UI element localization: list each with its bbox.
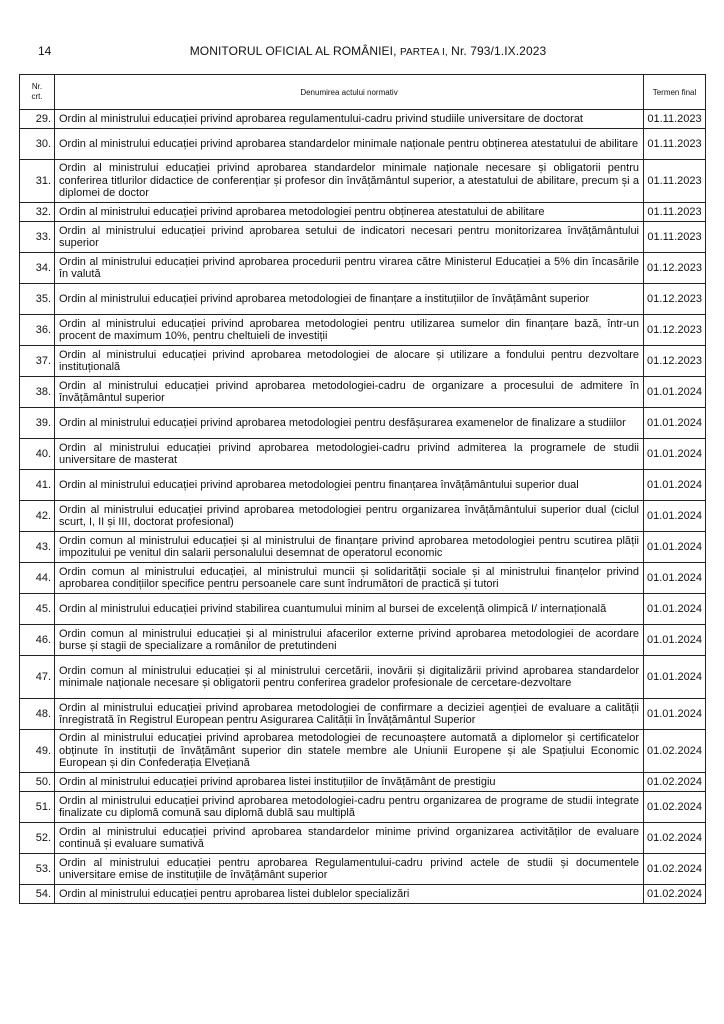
table-row [20, 408, 706, 439]
act-name: Ordin al ministrului educației privind aprobarea metodologiei de finanțare a instituțiilor de învățământ superior [55, 284, 644, 315]
act-name: Ordin al ministrului educației privind aprobarea metodologiei-cadru privind admiterea la programele de studii universitare de masterat [55, 439, 644, 470]
table-row [20, 203, 706, 222]
act-name: Ordin al ministrului educației privind aprobarea listei instituțiilor de învățământ de prestigiu [55, 773, 644, 792]
row-number: 36. [20, 315, 55, 346]
row-number: 33. [20, 222, 55, 253]
table-row [20, 823, 706, 854]
row-number: 35. [20, 284, 55, 315]
table-row [20, 129, 706, 160]
table-header-row [20, 75, 706, 110]
final-term: 01.12.2023 [644, 315, 706, 346]
act-name: Ordin al ministrului educației privind aprobarea metodologiei pentru utilizarea sumelor din finanțare bază, într-un procent de maximum 10%, pentru cheltuieli de investiții [55, 315, 644, 346]
final-term: 01.02.2024 [644, 885, 706, 904]
act-name: Ordin al ministrului educației privind aprobarea metodologiei pentru organizarea învățământului superior dual (ciclul scurt, I, II și III, doctorat profesional) [55, 501, 644, 532]
column-header-nr [20, 75, 55, 110]
final-term: 01.02.2024 [644, 823, 706, 854]
column-header-term: Termen final [644, 75, 706, 110]
row-number: 30. [20, 129, 55, 160]
final-term: 01.12.2023 [644, 346, 706, 377]
table-row [20, 625, 706, 656]
final-term: 01.02.2024 [644, 792, 706, 823]
act-name: Ordin al ministrului educației privind aprobarea metodologiei-cadru pentru organizarea de programe de studii integrate finalizate cu diplomă comună sau diplomă dublă sau multiplă [55, 792, 644, 823]
row-number: 48. [20, 699, 55, 730]
row-number: 34. [20, 253, 55, 284]
act-name: Ordin al ministrului educației privind aprobarea standardelor minimale naționale necesare și obligatorii pentru conferirea titlurilor didactice de conferențiar și profesor din învățământul superior, a atestatului de abilitare, precum și a diplomei de doctor [55, 160, 644, 203]
row-number: 31. [20, 160, 55, 203]
title-issue: Nr. 793/1.IX.2023 [451, 44, 547, 58]
act-name: Ordin al ministrului educației privind aprobarea standardelor minimale naționale pentru obținerea atestatului de abilitare [55, 129, 644, 160]
act-name: Ordin al ministrului educației privind aprobarea metodologiei pentru desfășurarea examenelor de finalizare a studiilor [55, 408, 644, 439]
act-name: Ordin al ministrului educației privind aprobarea metodologiei pentru obținerea atestatului de abilitare [55, 203, 644, 222]
final-term: 01.01.2024 [644, 408, 706, 439]
column-header-nr-line1: Nr. [31, 82, 43, 91]
final-term: 01.01.2024 [644, 532, 706, 563]
act-name: Ordin al ministrului educației privind aprobarea metodologiei de confirmare a deciziei agenției de evaluare a calității înregistrată în Registrul European pentru Asigurarea Calității în Învățământul Superior [55, 699, 644, 730]
table-row [20, 532, 706, 563]
table-row [20, 346, 706, 377]
row-number: 43. [20, 532, 55, 563]
table-row [20, 773, 706, 792]
title-main: MONITORUL OFICIAL AL ROMÂNIEI, [189, 44, 397, 58]
act-name: Ordin al ministrului educației pentru aprobarea listei dublelor specializări [55, 885, 644, 904]
final-term: 01.01.2024 [644, 699, 706, 730]
page-number: 14 [38, 44, 52, 58]
act-name: Ordin al ministrului educației pentru aprobarea Regulamentului-cadru privind actele de studii și documentele universitare emise de instituțiile de învățământ superior [55, 854, 644, 885]
final-term: 01.11.2023 [644, 129, 706, 160]
act-name: Ordin al ministrului educației privind aprobarea setului de indicatori necesari pentru monitorizarea învățământului superior [55, 222, 644, 253]
table-row [20, 656, 706, 699]
final-term: 01.01.2024 [644, 625, 706, 656]
row-number: 49. [20, 730, 55, 773]
act-name: Ordin comun al ministrului educației, al ministrului muncii și solidarității sociale și al ministrului finanțelor privind aprobarea condițiilor specifice pentru persoanele care sunt îndrumători de practică și tutori [55, 563, 644, 594]
act-name: Ordin al ministrului educației privind aprobarea metodologiei de recunoaștere automată a diplomelor și certificatelor obținute în instituții de învățământ superior din statele membre ale Uniunii Europene și ale Spațiului Economic European și din Confederația Elvețiană [55, 730, 644, 773]
final-term: 01.02.2024 [644, 773, 706, 792]
final-term: 01.01.2024 [644, 563, 706, 594]
final-term: 01.11.2023 [644, 160, 706, 203]
row-number: 39. [20, 408, 55, 439]
act-name: Ordin al ministrului educației privind aprobarea procedurii pentru virarea către Ministerul Educației a 5% din încasările în valută [55, 253, 644, 284]
final-term: 01.01.2024 [644, 377, 706, 408]
table-row [20, 253, 706, 284]
row-number: 29. [20, 110, 55, 129]
table-row [20, 792, 706, 823]
table-row [20, 470, 706, 501]
final-term: 01.01.2024 [644, 656, 706, 699]
row-number: 41. [20, 470, 55, 501]
row-number: 42. [20, 501, 55, 532]
final-term: 01.01.2024 [644, 594, 706, 625]
table-row [20, 699, 706, 730]
row-number: 44. [20, 563, 55, 594]
final-term: 01.12.2023 [644, 284, 706, 315]
table-body [20, 110, 706, 904]
final-term: 01.01.2024 [644, 501, 706, 532]
row-number: 45. [20, 594, 55, 625]
table-row [20, 594, 706, 625]
table-row [20, 110, 706, 129]
table-row [20, 439, 706, 470]
table-row [20, 377, 706, 408]
row-number: 47. [20, 656, 55, 699]
act-name: Ordin al ministrului educației privind aprobarea metodologiei pentru finanțarea învățământului superior dual [55, 470, 644, 501]
row-number: 51. [20, 792, 55, 823]
final-term: 01.11.2023 [644, 110, 706, 129]
row-number: 53. [20, 854, 55, 885]
table-row [20, 160, 706, 203]
column-header-nr-line2: crt. [31, 92, 43, 101]
table-row [20, 315, 706, 346]
table-row [20, 885, 706, 904]
act-name: Ordin comun al ministrului educației și al ministrului afacerilor externe privind aprobarea metodologiei de acordare burse și stagii de specializare a românilor de pretutindeni [55, 625, 644, 656]
row-number: 38. [20, 377, 55, 408]
final-term: 01.12.2023 [644, 253, 706, 284]
row-number: 40. [20, 439, 55, 470]
row-number: 54. [20, 885, 55, 904]
publication-title [38, 44, 698, 58]
row-number: 32. [20, 203, 55, 222]
act-name: Ordin al ministrului educației privind aprobarea metodologiei de alocare și utilizare a fondului pentru dezvoltare instituțională [55, 346, 644, 377]
normative-acts-table [19, 74, 706, 904]
final-term: 01.11.2023 [644, 203, 706, 222]
final-term: 01.01.2024 [644, 439, 706, 470]
table-row [20, 730, 706, 773]
final-term: 01.01.2024 [644, 470, 706, 501]
table-row [20, 222, 706, 253]
title-part: PARTEA I, [399, 47, 448, 58]
table-row [20, 284, 706, 315]
row-number: 52. [20, 823, 55, 854]
act-name: Ordin al ministrului educației privind aprobarea metodologiei-cadru de organizare a procesului de admitere în învățământul superior [55, 377, 644, 408]
act-name: Ordin al ministrului educației privind stabilirea cuantumului minim al bursei de excelență olimpică I/ internațională [55, 594, 644, 625]
final-term: 01.02.2024 [644, 854, 706, 885]
column-header-name: Denumirea actului normativ [55, 75, 644, 110]
page-header [38, 44, 698, 62]
table-row [20, 854, 706, 885]
row-number: 46. [20, 625, 55, 656]
act-name: Ordin comun al ministrului educației și al ministrului cercetării, inovării și digitalizării privind aprobarea standardelor minimale naționale necesare și obligatorii pentru conferirea gradelor profesionale de cercetare-dezvoltare [55, 656, 644, 699]
act-name: Ordin al ministrului educației privind aprobarea regulamentului-cadru privind studiile universitare de doctorat [55, 110, 644, 129]
act-name: Ordin comun al ministrului educației și al ministrului de finanțare privind aprobarea metodologiei pentru scutirea plății impozitului pe venitul din salarii personalului desemnat de operatorul economic [55, 532, 644, 563]
row-number: 37. [20, 346, 55, 377]
table-row [20, 563, 706, 594]
act-name: Ordin al ministrului educației privind aprobarea standardelor minime privind organizarea activităților de evaluare continuă și evaluare sumativă [55, 823, 644, 854]
final-term: 01.11.2023 [644, 222, 706, 253]
final-term: 01.02.2024 [644, 730, 706, 773]
table-row [20, 501, 706, 532]
row-number: 50. [20, 773, 55, 792]
